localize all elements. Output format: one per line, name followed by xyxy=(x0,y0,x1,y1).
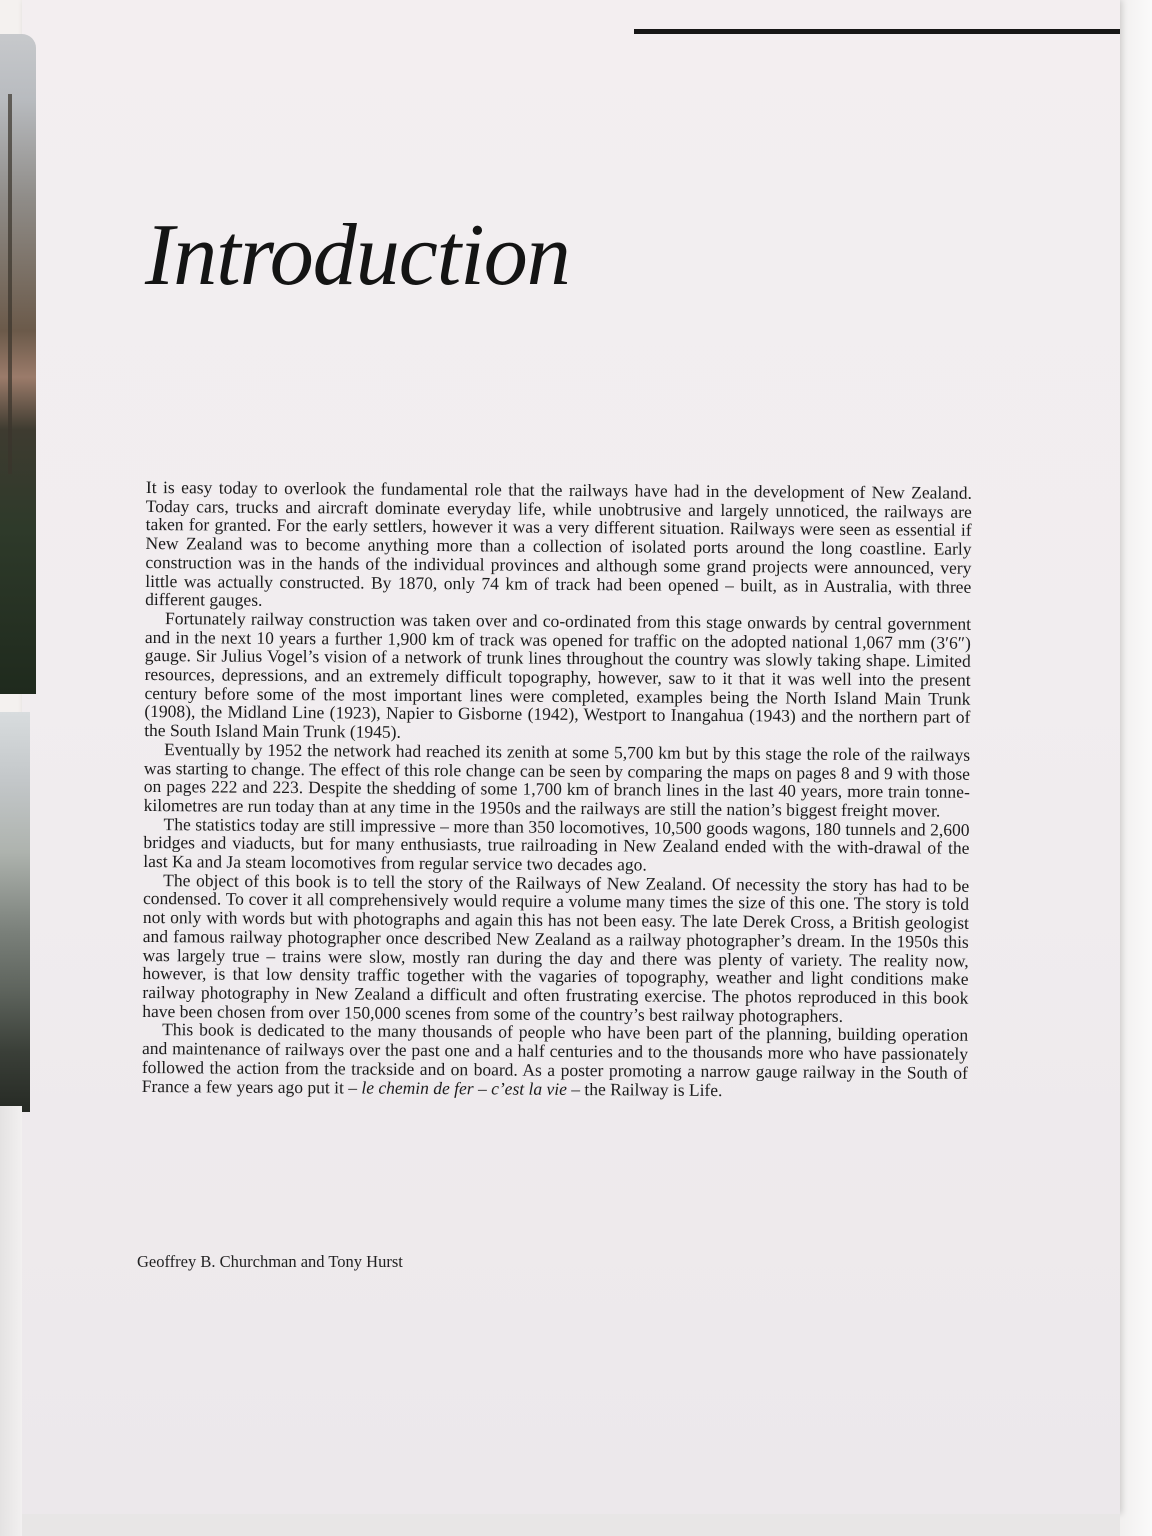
adjacent-page-photo-bottom xyxy=(0,712,30,1112)
paragraph-3: Eventually by 1952 the network had reached its zenith at some 5,700 km but by this stage the role of the railways was starting to change. The effect of this role change can be seen by comparing the maps on pages 8 and 9 with those on pages 222 and 223. Despite the shedding of some 1,700 km of branch lines in the last 40 years, more train tonne-kilometres are run today than at any time in the 1950s and the railways are still the nation’s biggest freight mover. xyxy=(143,738,971,821)
paragraph-6-ending: – the Railway is Life. xyxy=(571,1078,723,1100)
body-text xyxy=(142,478,972,1101)
paragraph-6 xyxy=(142,1020,969,1101)
paragraph-1: It is easy today to overlook the fundamental role that the railways have had in the development of New Zealand. Today cars, trucks and aircraft dominate everyday life, while unobtrusive and largely unnoticed, the railways are taken for granted. For the early settlers, however it was a very different situation. Railways were seen as essential if New Zealand was to become anything more than a collection of isolated ports around the long coastline. Early construction was in the hands of the individual provinces and although some grand projects were announced, very little was actually constructed. By 1870, only 74 km of track had been opened – built, as in Australia, with three different gauges. xyxy=(145,477,972,611)
paragraph-2: Fortunately railway construction was taken over and co-ordinated from this stage onwards by central government and in the next 10 years a further 1,900 km of track was opened for traffic on the adopted national 1,067 mm (3′6″) gauge. Sir Julius Vogel’s vision of a network of trunk lines throughout the country was slowly taking shape. Limited resources, depressions, and an extremely difficult topography, however, saw to it that it was well into the present century before some of the most important lines were completed, examples being the North Island Main Trunk (1908), the Midland Line (1923), Napier to Gisborne (1942), Westport to Inangahua (1943) and the northern part of the South Island Main Trunk (1945). xyxy=(144,608,972,742)
book-page xyxy=(22,0,1120,1514)
paragraph-5: The object of this book is to tell the story of the Railways of New Zealand. Of necessity the story has had to be condensed. To cover it all comprehensively would require a volume many times the size of this one. The story is told not only with words but with photographs and again this has not been easy. The late Derek Cross, a British geologist and famous railway photographer once described New Zealand as a railway photographer’s dream. In the 1950s this was largely true – trains were slow, mostly ran during the day and there was plenty of variety. The reality now, however, is that low density traffic together with the vagaries of topography, weather and light conditions make railway photography in New Zealand a difficult and often frustrating exercise. The photos reproduced in this book have been chosen from over 150,000 scenes from some of the country’s best railway photographers. xyxy=(142,869,970,1026)
byline: Geoffrey B. Churchman and Tony Hurst xyxy=(137,1252,403,1271)
top-rule xyxy=(634,29,1120,34)
paragraph-4: The statistics today are still impressive – more than 350 locomotives, 10,500 goods wagons, 180 tunnels and 2,600 bridges and viaducts, but for many enthusiasts, true railroading in New Zealand ended with the with-drawal of the last Ka and Ja steam locomotives from regular service two decades ago. xyxy=(143,813,970,875)
adjacent-page-edge xyxy=(0,1106,22,1536)
page-title: Introduction xyxy=(145,207,570,304)
french-quote: le chemin de fer – c’est la vie xyxy=(361,1077,568,1099)
tree-trunk-shape xyxy=(8,94,12,474)
paragraph-6-text: This book is dedicated to the many thousands of people who have been part of the planning, building operation and maintenance of railways over the past one and a half centuries and to the thousands more who have passionately followed the action from the trackside and on board. As a poster promoting a narrow gauge railway in the South of France a few years ago put it – xyxy=(141,1019,969,1097)
page-bottom-edge xyxy=(22,1514,1120,1536)
adjacent-page-photo-top xyxy=(0,34,36,694)
